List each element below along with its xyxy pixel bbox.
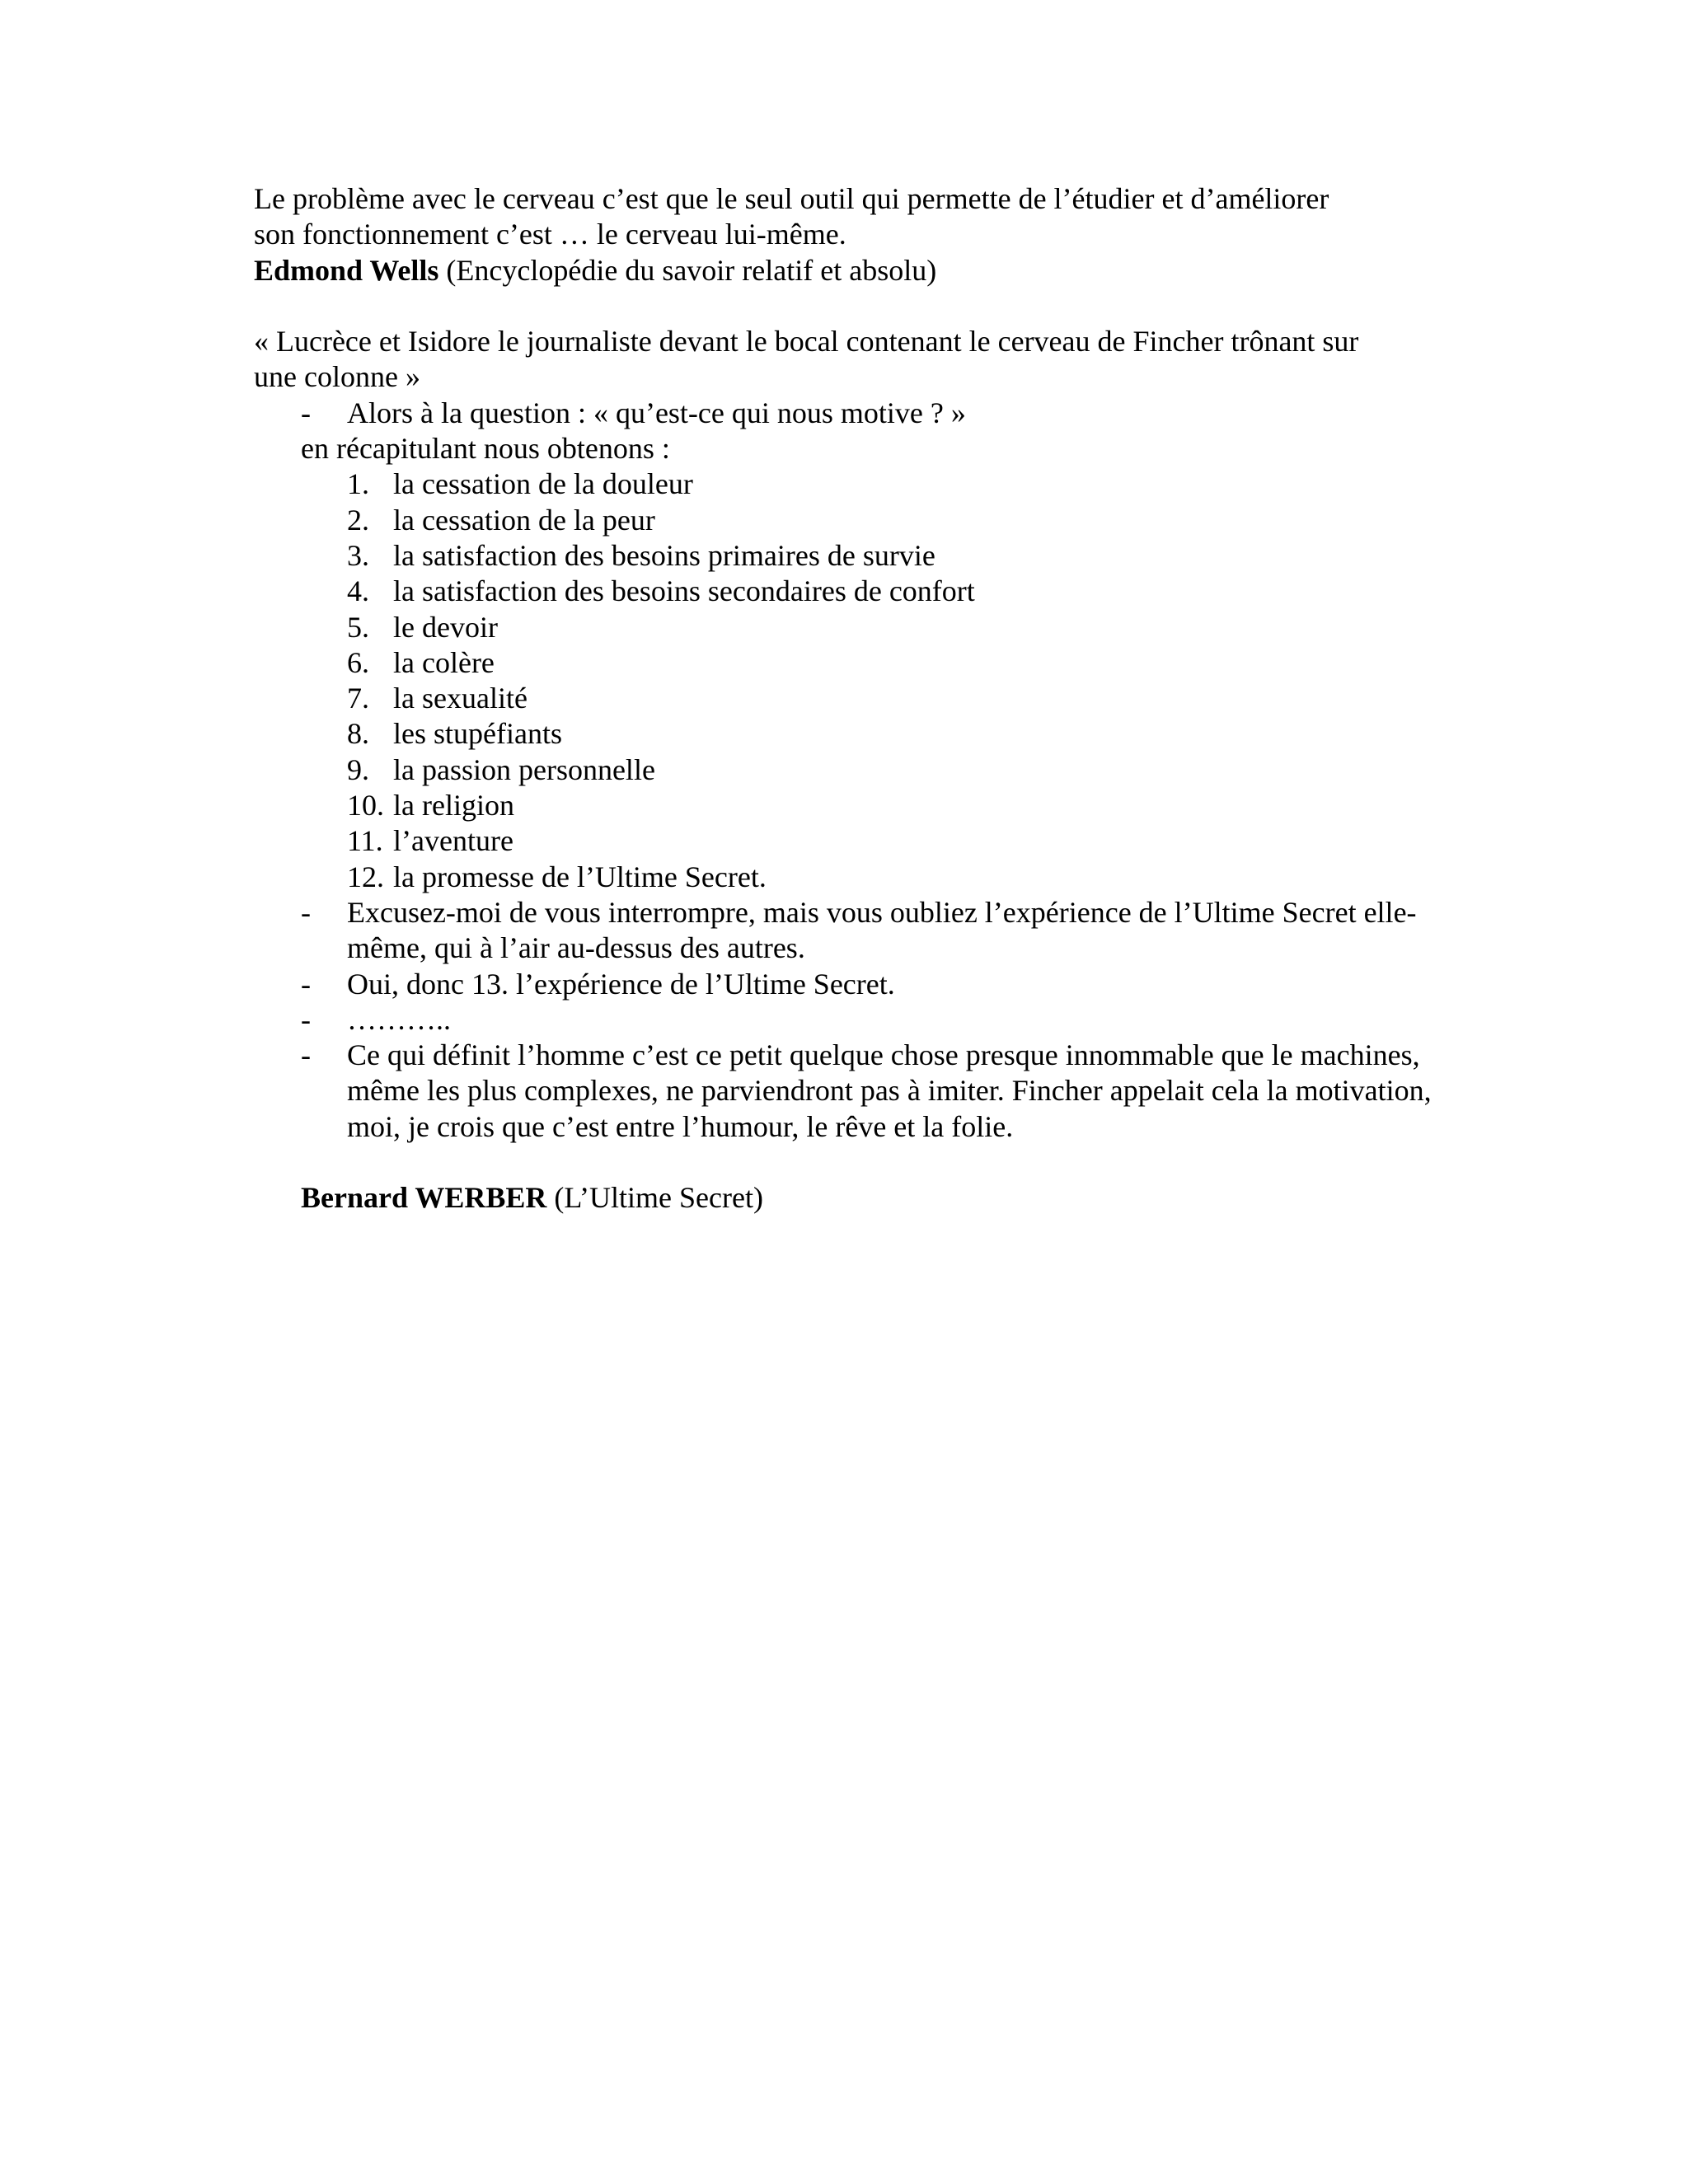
list-number: 8.	[347, 717, 369, 751]
list-item	[254, 788, 1449, 823]
list-text: la passion personnelle	[393, 752, 655, 786]
list-item	[254, 645, 1449, 681]
list-number: 11.	[347, 824, 383, 858]
list-number: 4.	[347, 574, 369, 608]
list-text: la colère	[393, 645, 495, 679]
dialogue-line-ellipsis	[254, 1002, 1449, 1038]
list-text: la promesse de l’Ultime Secret.	[393, 860, 767, 893]
list-text: le devoir	[393, 610, 498, 644]
dialogue-line-answer	[254, 967, 1449, 1002]
list-text: la satisfaction des besoins primaires de survie	[393, 538, 935, 572]
dialogue-line-conclusion	[254, 1038, 1449, 1145]
dash-marker: -	[301, 1038, 311, 1072]
list-number: 12.	[347, 860, 384, 893]
dialogue-text: Oui, donc 13. l’expérience de l’Ultime Secret.	[347, 967, 895, 1001]
list-number: 6.	[347, 645, 369, 679]
list-number: 7.	[347, 682, 369, 715]
list-item	[254, 823, 1449, 859]
paragraph-gap	[254, 288, 1449, 324]
list-number: 2.	[347, 503, 369, 537]
list-number: 9.	[347, 752, 369, 786]
list-item	[254, 466, 1449, 502]
list-text: la religion	[393, 789, 514, 823]
list-item	[254, 752, 1449, 788]
list-item	[254, 574, 1449, 609]
paragraph-gap	[254, 1145, 1449, 1180]
list-text: la sexualité	[393, 682, 528, 715]
list-number: 10.	[347, 789, 384, 823]
dialogue-text: Excusez-moi de vous interrompre, mais vous oubliez l’expérience de l’Ultime Secret elle-même, qui à l’air au-dessus des autres.	[347, 895, 1417, 965]
dash-marker: -	[301, 895, 311, 929]
recap-line: en récapitulant nous obtenons :	[301, 432, 670, 466]
signature	[254, 1180, 1449, 1216]
list-text: la cessation de la peur	[393, 503, 655, 537]
dialogue-text: ………..	[347, 1002, 451, 1036]
list-text: la cessation de la douleur	[393, 467, 693, 501]
epigraph-attribution	[254, 253, 1449, 288]
list-number: 3.	[347, 538, 369, 572]
epigraph-author: Edmond Wells	[254, 253, 439, 287]
dialogue-text: Alors à la question : « qu’est-ce qui nous motive ? »	[347, 396, 966, 429]
motivation-list	[254, 466, 1449, 895]
list-item	[254, 716, 1449, 752]
signature-author: Bernard WERBER	[301, 1181, 547, 1215]
epigraph-source: (Encyclopédie du savoir relatif et absolu)	[438, 253, 937, 287]
list-text: l’aventure	[393, 824, 513, 858]
dash-marker: -	[301, 967, 311, 1001]
scene-line-1: « Lucrèce et Isidore le journaliste devant le bocal contenant le cerveau de Fincher trônant sur	[254, 325, 1359, 359]
list-item	[254, 538, 1449, 574]
list-item	[254, 610, 1449, 645]
epigraph-line-2: son fonctionnement c’est … le cerveau lui-même.	[254, 218, 846, 251]
document-body	[254, 181, 1449, 1216]
list-text: les stupéfiants	[393, 717, 562, 751]
list-item	[254, 503, 1449, 538]
dialogue-line-question	[254, 396, 1449, 431]
scene-line-2: une colonne »	[254, 360, 420, 394]
list-number: 5.	[347, 610, 369, 644]
signature-source: (L’Ultime Secret)	[546, 1181, 763, 1215]
dash-marker: -	[301, 396, 311, 429]
list-item	[254, 681, 1449, 716]
list-item	[254, 860, 1449, 895]
dash-marker: -	[301, 1002, 311, 1036]
dialogue-line-interruption	[254, 895, 1449, 967]
list-text: la satisfaction des besoins secondaires de confort	[393, 574, 975, 608]
dialogue-text: Ce qui définit l’homme c’est ce petit quelque chose presque innommable que le machines, même les plus complexes, ne parviendront pas à imiter. Fincher appelait cela la motivation, moi, je crois que c’est entre l’humour, le rêve et la folie.	[347, 1038, 1432, 1143]
epigraph-line-1: Le problème avec le cerveau c’est que le seul outil qui permette de l’étudier et d’améliorer	[254, 182, 1329, 215]
list-number: 1.	[347, 467, 369, 501]
